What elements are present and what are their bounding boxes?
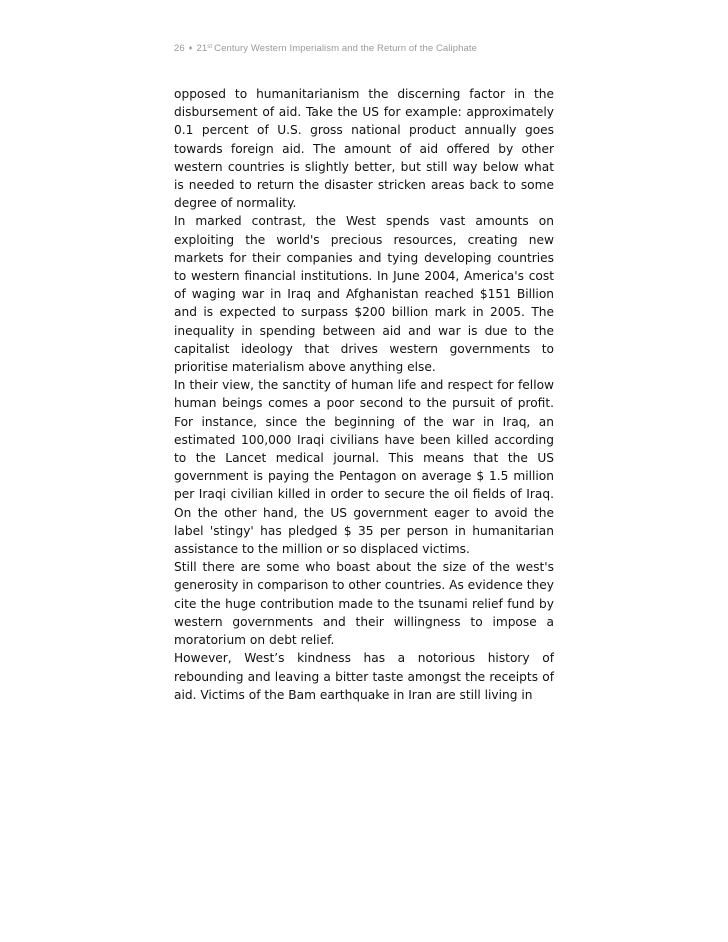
running-header <box>174 40 554 57</box>
document-page <box>174 40 554 704</box>
paragraph-3: In their view, the sanctity of human life and respect for fellow human beings comes a poor second to the pursuit of profit. For instance, since the beginning of the war in Iraq, an estimated 100,000 Iraqi civilians have been killed according to the Lancet medical journal. This means that the US government is paying the Pentagon on average $ 1.5 million per Iraqi civilian killed in order to secure the oil fields of Iraq. On the other hand, the US government eager to avoid the label 'stingy' has pledged $ 35 per person in humanitarian assistance to the million or so displaced victims. <box>174 378 554 557</box>
header-title <box>196 43 477 54</box>
page-number: 26 <box>174 43 185 54</box>
header-title-ordinal-suffix: st <box>207 44 213 50</box>
body-text <box>174 85 554 704</box>
header-title-ordinal: 21 <box>196 43 208 54</box>
paragraph-4: Still there are some who boast about the size of the west's generosity in comparison to other countries. As evidence they cite the huge contribution made to the tsunami relief fund by western governments and their willingness to impose a moratorium on debt relief. <box>174 560 555 648</box>
paragraph-2: In marked contrast, the West spends vast amounts on exploiting the world's precious resources, creating new markets for their companies and tying developing countries to western financial institutions. In June 2004, America's cost of waging war in Iraq and Afghanistan reached $151 Billion and is expected to surpass $200 billion mark in 2005. The inequality in spending between aid and war is due to the capitalist ideology that drives western governments to prioritise materialism above anything else. <box>174 214 554 375</box>
header-separator: ♦ <box>188 45 193 52</box>
paragraph-5: However, West’s kindness has a notorious history of rebounding and leaving a bitter taste amongst the receipts of aid. Victims of the Bam earthquake in Iran are still living in <box>174 651 554 702</box>
header-title-rest: Century Western Imperialism and the Return of the Caliphate <box>214 43 477 54</box>
paragraph-1: opposed to humanitarianism the discerning factor in the disbursement of aid. Take the US for example: approximately 0.1 percent of U.S. gross national product annually goes towards foreign aid. The amount of aid offered by other western countries is slightly better, but still way below what is needed to return the disaster stricken areas back to some degree of normality. <box>174 87 554 211</box>
